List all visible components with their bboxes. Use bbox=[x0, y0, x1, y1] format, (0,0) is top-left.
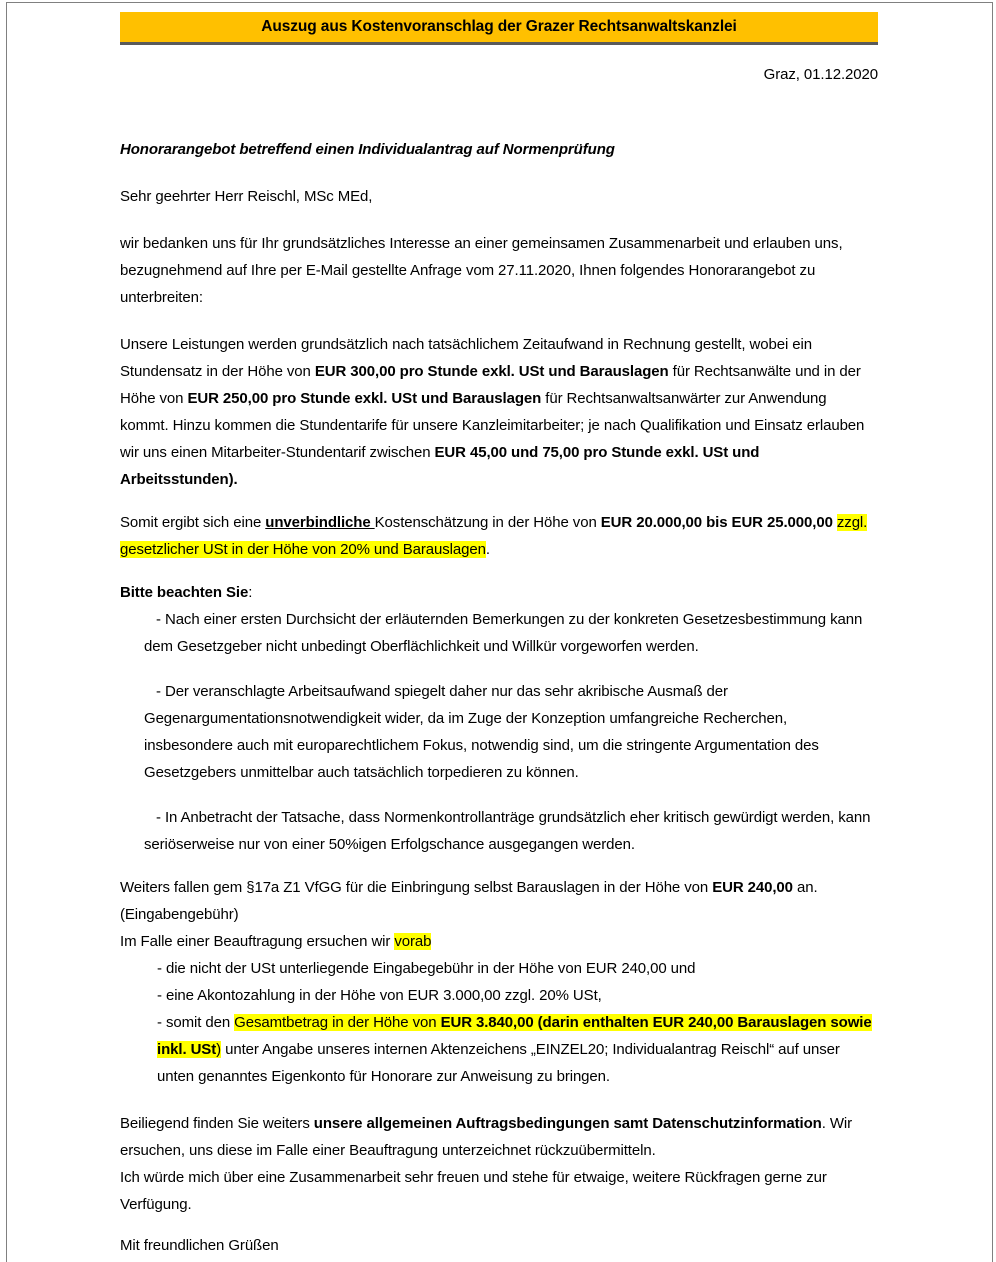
subject-line: Honorarangebot betreffend einen Individualantrag auf Normenprüfung bbox=[120, 141, 615, 158]
signoff: Mit freundlichen Grüßen bbox=[120, 1237, 279, 1254]
estimate-amount: EUR 20.000,00 bis EUR 25.000,00 bbox=[600, 514, 833, 531]
non-binding-emphasis: unverbindliche bbox=[265, 514, 375, 531]
fees-text: an. bbox=[792, 879, 818, 896]
fee-item-3-text: - somit den bbox=[157, 1014, 235, 1031]
closing-text: Beiliegend finden Sie weiters bbox=[120, 1115, 314, 1132]
total-amount-bold-highlight: EUR 3.840,00 (darin enthalten EUR 240,00 Barauslagen sowie inkl. USt bbox=[157, 1014, 872, 1058]
services-text: für Rechtsanwaltsanwärter zur Anwendung kommt. Hinzu kommen die Stundentarife für unsere Kanzleimitarbeiter; je nach Qualifikation und Einsatz erlauben wir uns einen Mitarbeiter-Stundentarif zwischen bbox=[120, 390, 865, 461]
fees-text: Weiters fallen gem §17a Z1 VfGG für die Einbringung selbst Barauslagen in der Höhe von bbox=[120, 879, 713, 896]
total-amount-highlight: Gesamtbetrag in der Höhe von bbox=[234, 1014, 441, 1031]
document-title: Auszug aus Kostenvoranschlag der Grazer Rechtsanwaltskanzlei bbox=[261, 18, 737, 35]
note-bullet-1: - Nach einer ersten Durchsicht der erläuternden Bemerkungen zu der konkreten Gesetzesbestimmung kann dem Gesetzgeber nicht unbedingt Oberflächlichkeit und Willkür vorgeworfen werden. bbox=[144, 611, 863, 655]
date-line: Graz, 01.12.2020 bbox=[763, 66, 878, 83]
note-heading-text: Bitte beachten Sie bbox=[120, 584, 249, 601]
filing-fee-amount: EUR 240,00 bbox=[712, 879, 793, 896]
estimate-text: Somit ergibt sich eine bbox=[120, 514, 266, 531]
fees-fee-label: (Eingabengebühr) bbox=[120, 906, 239, 923]
fee-item-2: - eine Akontozahlung in der Höhe von EUR 3.000,00 zzgl. 20% USt, bbox=[157, 987, 602, 1004]
closing-paragraph-1 bbox=[120, 1110, 878, 1164]
note-heading bbox=[120, 579, 878, 606]
vat-highlight: zzgl. gesetzlicher USt in der Höhe von 20% und Barauslagen bbox=[120, 514, 868, 558]
document-title-banner bbox=[120, 12, 878, 45]
note-heading-colon: : bbox=[248, 584, 253, 601]
fees-paragraph bbox=[120, 874, 878, 901]
services-text: Unsere Leistungen werden grundsätzlich nach tatsächlichem Zeitaufwand in Rechnung gestellt, wobei ein Stundensatz in der Höhe von bbox=[120, 336, 812, 380]
engagement-line bbox=[120, 928, 878, 955]
closing-paragraph-2: Ich würde mich über eine Zusammenarbeit sehr freuen und stehe für etwaige, weitere Rückfragen gerne zur Verfügung. bbox=[120, 1169, 827, 1213]
rate-staff: EUR 45,00 und 75,00 pro Stunde exkl. USt und Arbeitsstunden). bbox=[120, 444, 760, 488]
fee-item-3-text: unter Angabe unseres internen Aktenzeichens „EINZEL20; Individualantrag Reischl“ auf unser unten genanntes Eigenkonto für Honorare zur Anweisung zu bringen. bbox=[157, 1041, 840, 1085]
services-text: für Rechtsanwälte und in der Höhe von bbox=[120, 363, 861, 407]
estimate-text: . bbox=[485, 541, 490, 558]
letter-content bbox=[120, 12, 878, 1259]
rate-lawyer: EUR 300,00 pro Stunde exkl. USt und Barauslagen bbox=[314, 363, 669, 380]
fee-item-1: - die nicht der USt unterliegende Eingabegebühr in der Höhe von EUR 240,00 und bbox=[157, 960, 696, 977]
rate-trainee: EUR 250,00 pro Stunde exkl. USt und Barauslagen bbox=[187, 390, 542, 407]
total-amount-paren: ) bbox=[216, 1041, 222, 1058]
estimate-paragraph bbox=[120, 509, 878, 563]
services-paragraph bbox=[120, 331, 878, 493]
salutation: Sehr geehrter Herr Reischl, MSc MEd, bbox=[120, 188, 373, 205]
vorab-highlight: vorab bbox=[394, 933, 432, 950]
intro-paragraph: wir bedanken uns für Ihr grundsätzliches Interesse an einer gemeinsamen Zusammenarbeit und erlauben uns, bezugnehmend auf Ihre per E-Mail gestellte Anfrage vom 27.11.2020, Ihnen folgendes Honorarangebot zu unterbreiten: bbox=[120, 235, 843, 306]
fee-item-3 bbox=[157, 1009, 878, 1090]
note-bullet-3: - In Anbetracht der Tatsache, dass Normenkontrollanträge grundsätzlich eher kritisch gewürdigt werden, kann seriöserweise nur von einer 50%igen Erfolgschance ausgegangen werden. bbox=[144, 809, 871, 853]
terms-emphasis: unsere allgemeinen Auftragsbedingungen samt Datenschutzinformation bbox=[313, 1115, 822, 1132]
closing-text: . Wir ersuchen, uns diese im Falle einer Beauftragung unterzeichnet rückzuübermitteln. bbox=[120, 1115, 853, 1159]
note-bullet-2: - Der veranschlagte Arbeitsaufwand spiegelt daher nur das sehr akribische Ausmaß der Gegenargumentationsnotwendigkeit wider, da im Zuge der Konzeption umfangreiche Recherchen, insbesondere auch mit europarechtlichem Fokus, notwendig sind, um die stringente Argumentation des Gesetzgebers unmittelbar auch tatsächlich torpedieren zu können. bbox=[144, 683, 819, 781]
estimate-text: Kostenschätzung in der Höhe von bbox=[374, 514, 601, 531]
engagement-text: Im Falle einer Beauftragung ersuchen wir bbox=[120, 933, 395, 950]
